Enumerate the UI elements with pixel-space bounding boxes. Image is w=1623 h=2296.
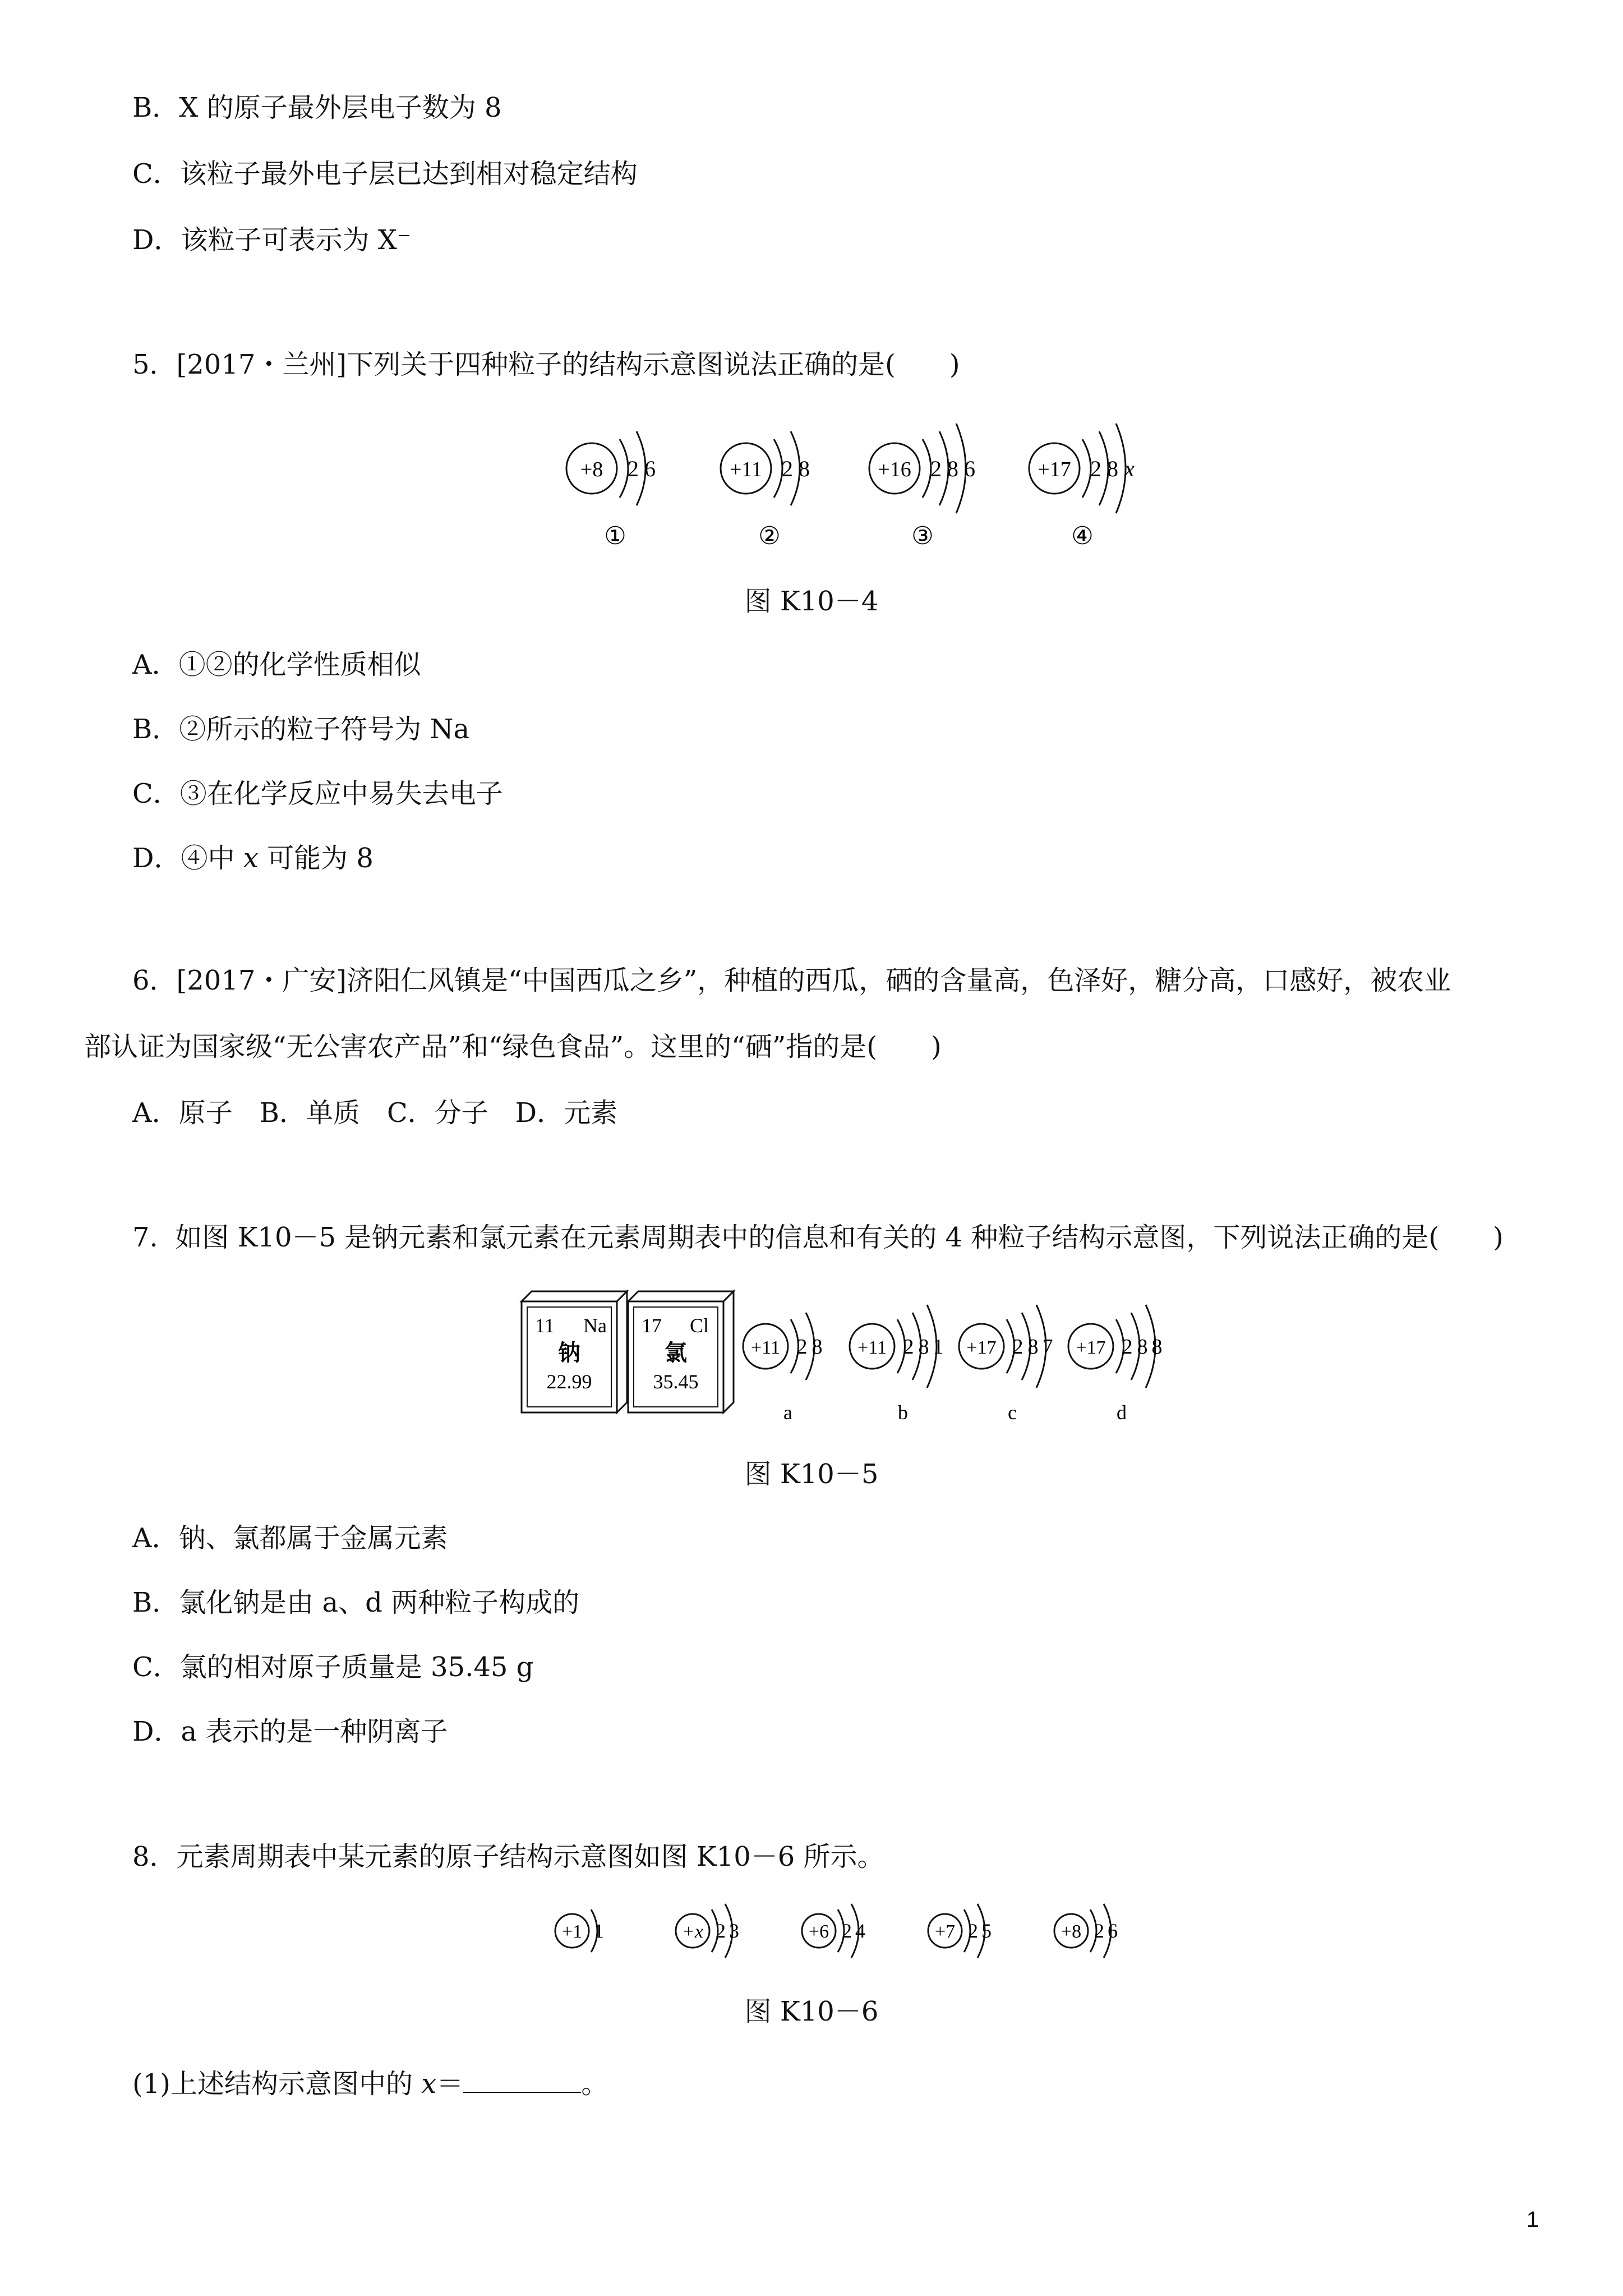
- shell-electrons: 8: [799, 456, 810, 481]
- nucleus-label: +x: [681, 1921, 704, 1942]
- figure-k10-4: [538, 415, 1155, 555]
- particle-diagram-d: [1068, 1305, 1163, 1424]
- question-8-stem: 8．元素周期表中某元素的原子结构示意图如图 K10－6 所示。: [132, 1841, 884, 1872]
- option-c-q5: C．③在化学反应中易失去电子: [132, 778, 503, 809]
- atom-diagram-1: [566, 431, 656, 550]
- element-card-na: [522, 1291, 627, 1412]
- option-d-q5: D．④中 x 可能为 8: [132, 843, 374, 874]
- shell-electrons: 8: [1107, 456, 1118, 481]
- atomic-mass: 22.99: [546, 1370, 592, 1393]
- shell-electrons: 2: [968, 1920, 978, 1942]
- question-5-stem: 5．[2017・兰州]下列关于四种粒子的结构示意图说法正确的是( ): [132, 349, 960, 380]
- atom-diagram-h: [555, 1910, 604, 1952]
- shell-electrons: 2: [842, 1920, 852, 1942]
- nucleus-label: +11: [729, 458, 763, 481]
- atom-label: ②: [758, 522, 781, 550]
- atom-diagram-x: [676, 1904, 739, 1958]
- shell-electrons: 5: [981, 1920, 992, 1942]
- figure-caption-k10-6: 图 K10－6: [744, 1996, 879, 2027]
- shell-electrons: 1: [594, 1920, 604, 1942]
- nucleus-label: +17: [966, 1337, 997, 1358]
- shell-electrons: 2: [628, 456, 639, 481]
- shell-electrons: x: [1124, 456, 1135, 481]
- particle-label: b: [898, 1401, 908, 1424]
- particle-label: c: [1008, 1401, 1017, 1424]
- shell-electrons: 1: [933, 1335, 944, 1359]
- atomic-mass: 35.45: [653, 1370, 699, 1393]
- figure-k10-6: [550, 1896, 1155, 1969]
- nucleus-label: +7: [934, 1921, 956, 1942]
- nucleus-label: +17: [1038, 458, 1071, 481]
- question-6-options: A．原子 B．单质 C．分子 D．元素: [132, 1097, 618, 1129]
- shell-electrons: 8: [1027, 1335, 1039, 1359]
- nucleus-label: +11: [751, 1337, 780, 1358]
- particle-diagram-c: [959, 1305, 1053, 1424]
- shell-electrons: 2: [1090, 456, 1101, 481]
- shell-electrons: 8: [811, 1335, 823, 1359]
- particle-label: a: [783, 1401, 792, 1424]
- shell-electrons: 7: [1042, 1335, 1053, 1359]
- atom-diagram-n: [928, 1904, 992, 1958]
- shell-electrons: 3: [729, 1920, 739, 1942]
- nucleus-label: +1: [561, 1921, 583, 1942]
- nucleus-label: +17: [1076, 1337, 1106, 1358]
- atom-label: ①: [604, 522, 626, 550]
- atomic-number: 11: [535, 1314, 555, 1337]
- option-a-q5: A．①②的化学性质相似: [132, 649, 421, 680]
- shell-electrons: 6: [964, 456, 975, 481]
- shell-electrons: 8: [918, 1335, 929, 1359]
- question-8-sub-1: (1)上述结构示意图中的 x＝ 。: [132, 2068, 608, 2100]
- figure-caption-k10-5: 图 K10－5: [744, 1458, 879, 1490]
- option-b-q7: B．氯化钠是由 a、d 两种粒子构成的: [132, 1587, 580, 1618]
- option-d-q4: D．该粒子可表示为 X⁻: [132, 224, 412, 256]
- element-symbol: Na: [583, 1314, 607, 1337]
- atom-diagram-3: [869, 424, 975, 550]
- atom-label: ③: [911, 522, 934, 550]
- element-name: 钠: [558, 1340, 580, 1365]
- page-number: 1: [1526, 2207, 1539, 2232]
- shell-electrons: 4: [855, 1920, 865, 1942]
- option-c-q4: C．该粒子最外电子层已达到相对稳定结构: [132, 158, 638, 190]
- atom-diagram-4: [1029, 424, 1135, 550]
- element-card-cl: [628, 1291, 734, 1412]
- figure-k10-5: [516, 1285, 1189, 1430]
- atom-label: ④: [1071, 522, 1094, 550]
- atom-diagram-2: [721, 431, 810, 550]
- option-d-q7: D．a 表示的是一种阴离子: [132, 1716, 448, 1747]
- option-b-q4: B．X 的原子最外层电子数为 8: [132, 92, 502, 123]
- option-c-q7: C．氯的相对原子质量是 35.45 g: [132, 1651, 534, 1683]
- shell-electrons: 2: [1122, 1335, 1133, 1359]
- question-7-stem: 7. 如图 K10－5 是钠元素和氯元素在元素周期表中的信息和有关的 4 种粒子结构示意图，下列说法正确的是( ): [132, 1222, 1504, 1253]
- question-6-line-1: 6．[2017・广安]济阳仁风镇是“中国西瓜之乡”，种植的西瓜，硒的含量高，色泽好，糖分高，口感好，被农业: [132, 965, 1451, 996]
- shell-electrons: 6: [1108, 1920, 1118, 1942]
- question-6-line-2: 部认证为国家级“无公害农产品”和“绿色食品”。这里的“硒”指的是( ): [84, 1031, 942, 1062]
- shell-electrons: 2: [796, 1335, 808, 1359]
- option-b-q5: B．②所示的粒子符号为 Na: [132, 714, 470, 745]
- atom-diagram-c: [802, 1904, 865, 1958]
- shell-electrons: 2: [1012, 1335, 1023, 1359]
- shell-electrons: 2: [930, 456, 942, 481]
- particle-diagram-a: [743, 1313, 823, 1424]
- shell-electrons: 2: [716, 1920, 726, 1942]
- nucleus-label: +6: [808, 1921, 829, 1942]
- option-a-q7: A．钠、氯都属于金属元素: [132, 1522, 448, 1554]
- shell-electrons: 8: [1151, 1335, 1163, 1359]
- answer-blank[interactable]: [463, 2067, 581, 2093]
- shell-electrons: 2: [782, 456, 793, 481]
- element-name: 氯: [665, 1340, 687, 1365]
- shell-electrons: 6: [644, 456, 656, 481]
- shell-electrons: 8: [1137, 1335, 1148, 1359]
- element-symbol: Cl: [690, 1314, 709, 1337]
- shell-electrons: 8: [947, 456, 958, 481]
- nucleus-label: +11: [857, 1337, 887, 1358]
- particle-diagram-b: [850, 1305, 944, 1424]
- atomic-number: 17: [642, 1314, 662, 1337]
- shell-electrons: 2: [903, 1335, 914, 1359]
- nucleus-label: +8: [1061, 1921, 1082, 1942]
- nucleus-label: +8: [580, 458, 603, 481]
- shell-electrons: 2: [1094, 1920, 1104, 1942]
- figure-caption-k10-4: 图 K10－4: [744, 586, 879, 617]
- particle-label: d: [1117, 1401, 1127, 1424]
- nucleus-label: +16: [878, 458, 911, 481]
- atom-diagram-o: [1054, 1904, 1118, 1958]
